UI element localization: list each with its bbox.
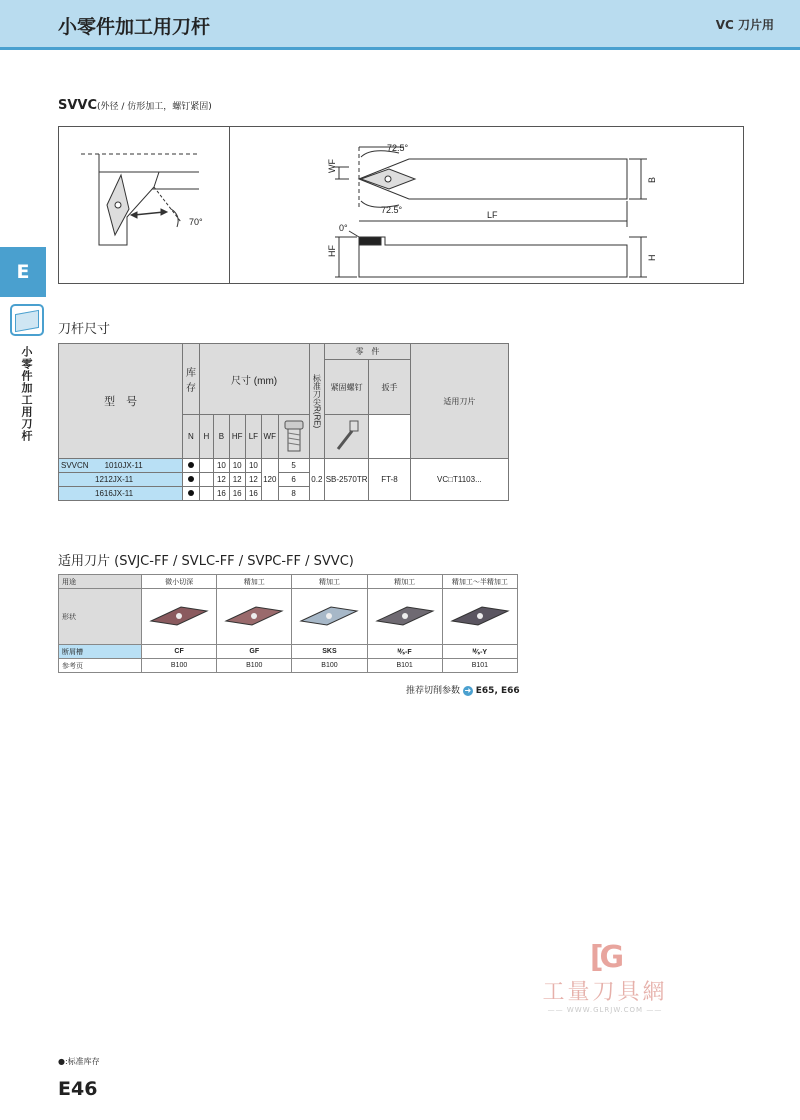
breaker-cell: SKS (292, 645, 367, 659)
radius-header: 标准刀尖R(RE) (312, 373, 322, 429)
breaker-label: 断屑槽 (59, 645, 142, 659)
row1-hf: 10 (245, 459, 261, 473)
use-cell: 微小切深 (142, 575, 217, 589)
use-cell: 精加工 (217, 575, 292, 589)
note-text: 推荐切削参数 (406, 686, 461, 696)
row2-hf: 12 (245, 473, 261, 487)
col-hf: HF (229, 415, 245, 459)
re-value: 0.2 (309, 459, 324, 501)
row3-h: 16 (214, 487, 229, 501)
h-label: H (647, 254, 657, 261)
wrench-value: FT-8 (369, 459, 411, 501)
ref-label: 参考页 (59, 659, 142, 673)
row1-b: 10 (229, 459, 245, 473)
ref-cell[interactable]: B101 (442, 659, 517, 673)
stock-dot-icon (188, 476, 194, 482)
angle-top-label: 72.5° (387, 143, 409, 153)
col-n: N (183, 415, 199, 459)
watermark-logo: [G (589, 940, 621, 975)
holder-dimensions-table (58, 343, 509, 501)
table-row: 1212JX-11 (59, 473, 183, 487)
row2-b: 12 (229, 473, 245, 487)
applicable-inserts-table (58, 574, 518, 673)
hf-label: HF (327, 245, 337, 257)
insert-cf-icon (146, 601, 212, 631)
screw-header: 紧固螺钉 (325, 360, 369, 415)
side-vertical-label: 小零件加工用刀杆 (20, 346, 33, 442)
angle-bottom-label: 72.5° (381, 205, 403, 215)
section-code: SVVC (58, 98, 98, 113)
side-tab-e[interactable]: E (0, 247, 46, 297)
stock-dot-icon (188, 462, 194, 468)
drawing-box (58, 126, 744, 284)
shape-label: 形状 (59, 589, 142, 645)
watermark-url: —— WWW.GLRJW.COM —— (547, 1006, 663, 1014)
arrow-right-icon: ➜ (464, 685, 472, 695)
table-row (59, 459, 183, 473)
ref-cell[interactable]: B100 (142, 659, 217, 673)
row2-h: 12 (214, 473, 229, 487)
screw-value: SB-2570TR (325, 459, 369, 501)
row1-n (199, 459, 214, 473)
b-label: B (647, 176, 657, 183)
row1-h: 10 (214, 459, 229, 473)
row3-b: 16 (229, 487, 245, 501)
cutting-params-note[interactable] (406, 683, 520, 696)
breaker-cell: CF (142, 645, 217, 659)
use-cell: 精加工～半精加工 (442, 575, 517, 589)
row2-wf: 6 (278, 473, 309, 487)
insert-header: 适用刀片 (410, 344, 508, 459)
stock-dot-icon (188, 490, 194, 496)
tool-holder-icon (10, 304, 44, 336)
lf-label: LF (487, 210, 498, 220)
use-cell: 精加工 (292, 575, 367, 589)
col-wf: WF (261, 415, 278, 459)
insert-value: VC□T1103... (410, 459, 508, 501)
breaker-cell: ᴹ⁄ₛ-Y (442, 645, 517, 659)
page-title: 小零件加工用刀杆 (58, 16, 211, 38)
insert-f-icon (372, 601, 438, 631)
stock-legend: ●:标准库存 (58, 1057, 100, 1066)
page-number: E46 (58, 1078, 98, 1100)
breaker-cell: GF (217, 645, 292, 659)
watermark (530, 940, 680, 1014)
watermark-name: 工量刀具網 (542, 980, 668, 1005)
model-code: 1010JX-11 (104, 461, 143, 470)
breaker-cell: ᴹ⁄ₛ-F (367, 645, 442, 659)
inserts-title: 适用刀片 (SVJC-FF / SVLC-FF / SVPC-FF / SVVC) (58, 554, 354, 569)
section-subtitle: (外径 / 仿形加工，螺钉紧固) (97, 102, 212, 112)
row3-n (199, 487, 214, 501)
holder-drawing (59, 127, 745, 285)
ref-cell[interactable]: B101 (367, 659, 442, 673)
holder-dimensions-title: 刀杆尺寸 (58, 322, 111, 337)
col-lf: LF (245, 415, 261, 459)
row3-hf: 16 (245, 487, 261, 501)
model-header: 型 号 (59, 344, 183, 459)
header-category: VC 刀片用 (715, 18, 774, 32)
dims-header: 尺寸 (mm) (199, 344, 309, 415)
note-refs[interactable]: E65, E66 (475, 686, 520, 696)
wrench-header: 扳手 (369, 360, 411, 415)
insert-sks-icon (296, 601, 362, 631)
ref-cell[interactable]: B100 (292, 659, 367, 673)
section-title (58, 98, 212, 113)
clamp-screw-icon (279, 419, 309, 453)
row2-n (199, 473, 214, 487)
stock-header: 库存 (183, 344, 199, 415)
series-name: SVVCN (61, 461, 89, 470)
use-cell: 精加工 (367, 575, 442, 589)
page-header (0, 0, 800, 50)
col-b: B (214, 415, 229, 459)
side-view (335, 231, 647, 277)
angle-70-label: 70° (189, 217, 203, 227)
insert-y-icon (447, 601, 513, 631)
row1-wf: 5 (278, 459, 309, 473)
table-row: 1616JX-11 (59, 487, 183, 501)
col-h: H (199, 415, 214, 459)
row3-wf: 8 (278, 487, 309, 501)
application-view (81, 154, 199, 245)
use-label: 用途 (59, 575, 142, 589)
ref-cell[interactable]: B100 (217, 659, 292, 673)
wrench-icon (332, 419, 362, 453)
zero-angle-label: 0° (339, 223, 348, 233)
parts-header: 零 件 (325, 344, 411, 360)
insert-gf-icon (221, 601, 287, 631)
wf-label: WF (327, 159, 337, 173)
lf-value: 120 (261, 459, 278, 501)
